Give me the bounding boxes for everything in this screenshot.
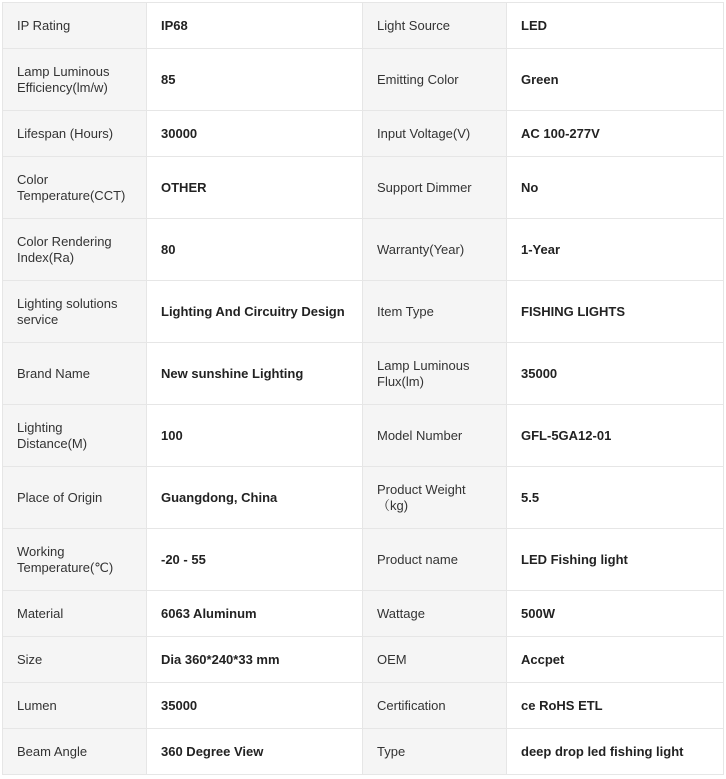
product-specs-table [2,2,724,775]
spec-value: OTHER [147,157,363,219]
spec-value: 6063 Aluminum [147,591,363,637]
spec-value: 100 [147,405,363,467]
spec-value: New sunshine Lighting [147,343,363,405]
specs-body [3,3,724,775]
spec-value: 85 [147,49,363,111]
spec-label: Certification [363,683,507,729]
spec-row [3,591,724,637]
spec-label: Color Temperature(CCT) [3,157,147,219]
spec-value: -20 - 55 [147,529,363,591]
spec-label: Lighting Distance(M) [3,405,147,467]
spec-value: 30000 [147,111,363,157]
spec-label: Warranty(Year) [363,219,507,281]
spec-value: deep drop led fishing light [507,729,724,775]
spec-label: Material [3,591,147,637]
spec-value: LED Fishing light [507,529,724,591]
spec-label: Type [363,729,507,775]
spec-label: Light Source [363,3,507,49]
spec-row [3,49,724,111]
spec-row [3,281,724,343]
spec-label: Brand Name [3,343,147,405]
spec-label: Working Temperature(℃) [3,529,147,591]
spec-value: Dia 360*240*33 mm [147,637,363,683]
spec-value: 35000 [147,683,363,729]
spec-label: Lamp Luminous Efficiency(lm/w) [3,49,147,111]
spec-label: Input Voltage(V) [363,111,507,157]
spec-value: AC 100-277V [507,111,724,157]
spec-value: Guangdong, China [147,467,363,529]
spec-label: Product Weight （kg) [363,467,507,529]
spec-label: Wattage [363,591,507,637]
spec-value: FISHING LIGHTS [507,281,724,343]
spec-label: Model Number [363,405,507,467]
spec-label: Lifespan (Hours) [3,111,147,157]
spec-value: 1-Year [507,219,724,281]
spec-value: Green [507,49,724,111]
spec-value: ce RoHS ETL [507,683,724,729]
spec-label: Place of Origin [3,467,147,529]
spec-label: Product name [363,529,507,591]
spec-label: Size [3,637,147,683]
spec-label: Emitting Color [363,49,507,111]
spec-value: 35000 [507,343,724,405]
spec-label: Lamp Luminous Flux(lm) [363,343,507,405]
spec-row [3,405,724,467]
spec-row [3,467,724,529]
spec-value: No [507,157,724,219]
spec-label: IP Rating [3,3,147,49]
spec-value: GFL-5GA12-01 [507,405,724,467]
spec-label: Color Rendering Index(Ra) [3,219,147,281]
spec-value: 80 [147,219,363,281]
spec-row [3,683,724,729]
spec-label: Support Dimmer [363,157,507,219]
spec-value: 500W [507,591,724,637]
spec-row [3,637,724,683]
spec-row [3,219,724,281]
spec-label: Lighting solutions service [3,281,147,343]
spec-label: Beam Angle [3,729,147,775]
spec-value: IP68 [147,3,363,49]
spec-label: Item Type [363,281,507,343]
spec-value: 5.5 [507,467,724,529]
spec-label: OEM [363,637,507,683]
spec-row [3,157,724,219]
spec-row [3,343,724,405]
spec-value: Accpet [507,637,724,683]
spec-row [3,529,724,591]
spec-value: 360 Degree View [147,729,363,775]
spec-row [3,729,724,775]
spec-label: Lumen [3,683,147,729]
spec-value: LED [507,3,724,49]
spec-row [3,111,724,157]
spec-row [3,3,724,49]
spec-value: Lighting And Circuitry Design [147,281,363,343]
